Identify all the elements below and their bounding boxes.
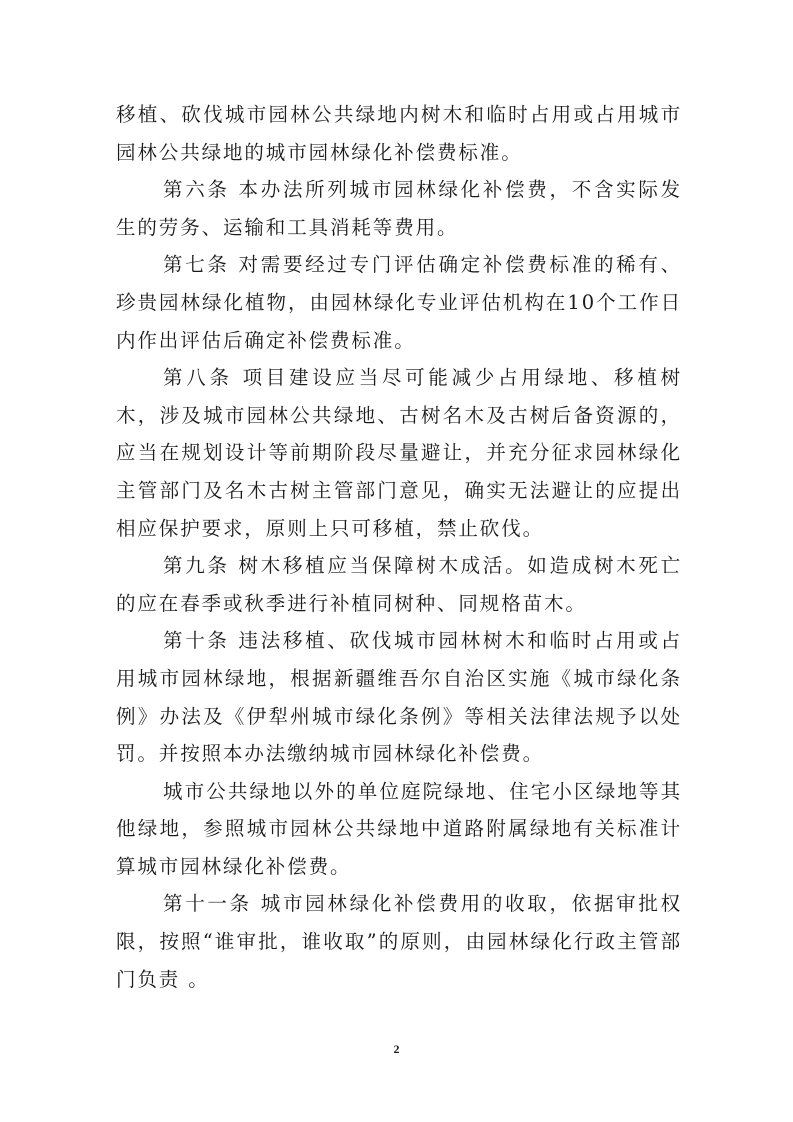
article-9-paragraph: 第九条 树木移植应当保障树木成活。如造成树木死亡的应在春季或秋季进行补植同树种、同规格苗木。 [116, 554, 682, 615]
document-body [116, 96, 682, 998]
page-number: 2 [393, 1042, 400, 1056]
article-10-paragraph: 第十条 违法移植、砍伐城市园林树木和临时占用或占用城市园林绿地，根据新疆维吾尔自治区实施《城市绿化条例》办法及《伊犁州城市绿化条例》等相关法律法规予以处罚。并按照本办法缴纳城市园林绿化补偿费。 [116, 629, 682, 766]
paragraph-continuation: 移植、砍伐城市园林公共绿地内树木和临时占用或占用城市园林公共绿地的城市园林绿化补偿费标准。 [116, 103, 682, 164]
article-6-paragraph: 第六条 本办法所列城市园林绿化补偿费，不含实际发生的劳务、运输和工具消耗等费用。 [116, 178, 682, 239]
other-green-space-paragraph: 城市公共绿地以外的单位庭院绿地、住宅小区绿地等其他绿地，参照城市园林公共绿地中道路附属绿地有关标准计算城市园林绿化补偿费。 [116, 779, 682, 878]
article-8-paragraph: 第八条 项目建设应当尽可能减少占用绿地、移植树木，涉及城市园林公共绿地、古树名木及古树后备资源的，应当在规划设计等前期阶段尽量避让，并充分征求园林绿化主管部门及名木古树主管部门意见，确实无法避让的应提出相应保护要求，原则上只可移植，禁止砍伐。 [116, 366, 682, 540]
article-11-paragraph: 第十一条 城市园林绿化补偿费用的收取，依据审批权限，按照“谁审批，谁收取”的原则，由园林绿化行政主管部门负责 。 [116, 892, 682, 991]
article-7-paragraph: 第七条 对需要经过专门评估确定补偿费标准的稀有、珍贵园林绿化植物，由园林绿化专业评估机构在10个工作日内作出评估后确定补偿费标准。 [116, 253, 682, 352]
